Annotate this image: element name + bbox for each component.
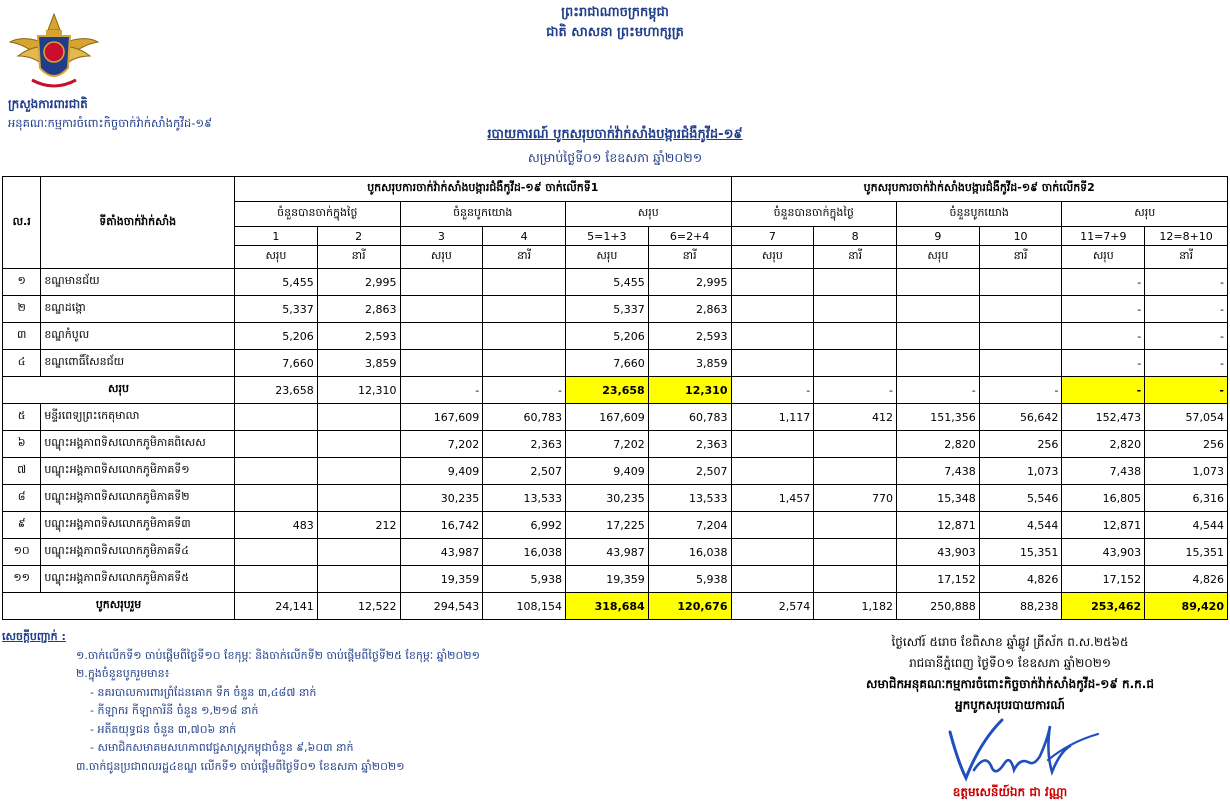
table-cell: 2,507 bbox=[648, 458, 731, 485]
table-cell: 2,593 bbox=[648, 323, 731, 350]
notes-title: សេចក្តីបញ្ជាក់ : bbox=[2, 630, 66, 643]
table-cell: 12,522 bbox=[317, 593, 400, 620]
table-cell bbox=[317, 431, 400, 458]
table-cell bbox=[235, 404, 318, 431]
table-row bbox=[3, 350, 1228, 377]
table-row bbox=[3, 269, 1228, 296]
table-cell bbox=[483, 323, 566, 350]
row-place: បណ្ឌុះអង្គភាពទិសលោកភូមិភាគទី៤ bbox=[41, 539, 235, 566]
table-cell bbox=[814, 350, 897, 377]
dose2-today-header: ចំនួនបានចាក់ក្នុងថ្ងៃ bbox=[731, 202, 896, 227]
table-cell: 5,337 bbox=[235, 296, 318, 323]
row-number: ៦ bbox=[3, 431, 41, 458]
table-cell bbox=[731, 566, 814, 593]
table-cell: 152,473 bbox=[1062, 404, 1145, 431]
table-cell: 770 bbox=[814, 485, 897, 512]
table-cell bbox=[235, 458, 318, 485]
col-number-label: 10 bbox=[979, 227, 1062, 246]
table-cell: 12,310 bbox=[648, 377, 731, 404]
table-cell bbox=[235, 431, 318, 458]
table-cell: 30,235 bbox=[400, 485, 483, 512]
col-unit-label: នារី bbox=[483, 246, 566, 269]
table-cell bbox=[317, 404, 400, 431]
table-cell: 2,995 bbox=[317, 269, 400, 296]
signature-block bbox=[800, 632, 1220, 716]
table-cell: - bbox=[1145, 323, 1228, 350]
note-item: ៣.ចាក់ជូនប្រជាពលរដ្ឋ៤ខណ្ឌ លើកទី១ ចាប់ផ្តើមពីថ្ងៃទី០១ ខែឧសភា ឆ្នាំ២០២១ bbox=[76, 759, 405, 773]
table-cell: 294,543 bbox=[400, 593, 483, 620]
grand-total-label: បូកសរុបរួម bbox=[3, 593, 235, 620]
table-cell bbox=[731, 431, 814, 458]
table-cell bbox=[731, 323, 814, 350]
table-cell: 256 bbox=[979, 431, 1062, 458]
row-number: ៤ bbox=[3, 350, 41, 377]
notes-section bbox=[2, 628, 562, 776]
row-number: ១១ bbox=[3, 566, 41, 593]
col-unit-label: នារី bbox=[979, 246, 1062, 269]
table-cell: 17,152 bbox=[896, 566, 979, 593]
table-cell: 12,310 bbox=[317, 377, 400, 404]
table-cell bbox=[317, 566, 400, 593]
table-cell: - bbox=[979, 377, 1062, 404]
table-cell: 2,574 bbox=[731, 593, 814, 620]
col-number-label: 4 bbox=[483, 227, 566, 246]
col-unit-label: សរុប bbox=[1062, 246, 1145, 269]
col-unit-label: សរុប bbox=[235, 246, 318, 269]
table-cell: 15,348 bbox=[896, 485, 979, 512]
table-cell bbox=[979, 323, 1062, 350]
note-item: ១.ចាក់លើកទី១ ចាប់ផ្តើមពីថ្ងៃទី១០ ខែកុម្ភៈ និងចាក់លើកទី២ ចាប់ផ្តើមពីថ្ងៃទី២៥ ខែកុម្ភៈ ឆ្នាំ២០២១ bbox=[76, 648, 480, 662]
table-cell bbox=[896, 350, 979, 377]
col-no-header: ល.រ bbox=[3, 177, 41, 269]
col-unit-label: សរុប bbox=[400, 246, 483, 269]
table-row bbox=[3, 458, 1228, 485]
table-cell bbox=[400, 323, 483, 350]
table-cell: 108,154 bbox=[483, 593, 566, 620]
table-cell: 5,938 bbox=[648, 566, 731, 593]
table-cell: - bbox=[1062, 377, 1145, 404]
table-cell: 19,359 bbox=[565, 566, 648, 593]
col-unit-label: នារី bbox=[1145, 246, 1228, 269]
col-number-label: 3 bbox=[400, 227, 483, 246]
table-cell: 2,593 bbox=[317, 323, 400, 350]
col-number-label: 6=2+4 bbox=[648, 227, 731, 246]
table-cell: 9,409 bbox=[565, 458, 648, 485]
dose1-prev-header: ចំនួនបូកយោង bbox=[400, 202, 565, 227]
dose2-header: បូកសរុបការចាក់វ៉ាក់សាំងបង្ការជំងឺកូវីដ-១៩ ចាក់លើកទី2 bbox=[731, 177, 1228, 202]
note-item: - អតីតយុទ្ធជន ចំនួន ៣,៧០៦ នាក់ bbox=[90, 722, 237, 736]
table-cell: 17,152 bbox=[1062, 566, 1145, 593]
lunar-date: ថ្ងៃសៅរ៍ ៥រោច ខែពិសាខ ឆ្នាំឆ្លូវ ត្រីស័ក ព.ស.២៥៦៥ bbox=[891, 635, 1129, 649]
kingdom-heading: ព្រះរាជាណាចក្រកម្ពុជា bbox=[561, 5, 669, 20]
table-cell bbox=[731, 350, 814, 377]
col-number-label: 1 bbox=[235, 227, 318, 246]
table-cell bbox=[483, 269, 566, 296]
dose2-prev-header: ចំនួនបូកយោង bbox=[896, 202, 1061, 227]
table-cell bbox=[235, 566, 318, 593]
place-date: រាជធានីភ្នំពេញ ថ្ងៃទី០១ ខែឧសភា ឆ្នាំ២០២១ bbox=[909, 656, 1111, 670]
subtotal-label: សរុប bbox=[3, 377, 235, 404]
col-unit-label: នារី bbox=[648, 246, 731, 269]
table-cell: 5,206 bbox=[565, 323, 648, 350]
table-cell: 17,225 bbox=[565, 512, 648, 539]
table-cell: 5,337 bbox=[565, 296, 648, 323]
table-cell bbox=[814, 431, 897, 458]
table-cell bbox=[896, 323, 979, 350]
table-cell: - bbox=[483, 377, 566, 404]
table-cell bbox=[235, 485, 318, 512]
table-cell: 60,783 bbox=[648, 404, 731, 431]
ministry-name: ក្រសួងការពារជាតិ bbox=[8, 97, 88, 111]
dose1-today-header: ចំនួនបានចាក់ក្នុងថ្ងៃ bbox=[235, 202, 400, 227]
table-cell bbox=[979, 350, 1062, 377]
table-cell bbox=[979, 296, 1062, 323]
table-cell bbox=[814, 539, 897, 566]
table-cell: 7,204 bbox=[648, 512, 731, 539]
grand-total-row bbox=[3, 593, 1228, 620]
col-number-label: 12=8+10 bbox=[1145, 227, 1228, 246]
table-cell: 2,820 bbox=[896, 431, 979, 458]
table-cell: 412 bbox=[814, 404, 897, 431]
table-cell bbox=[731, 539, 814, 566]
table-cell: 120,676 bbox=[648, 593, 731, 620]
table-row bbox=[3, 431, 1228, 458]
row-place: ខណ្ឌកំបូល bbox=[41, 323, 235, 350]
table-cell bbox=[731, 296, 814, 323]
col-number-label: 8 bbox=[814, 227, 897, 246]
col-number-label: 11=7+9 bbox=[1062, 227, 1145, 246]
table-cell: 212 bbox=[317, 512, 400, 539]
dose2-total-header: សរុប bbox=[1062, 202, 1228, 227]
table-cell: 7,660 bbox=[565, 350, 648, 377]
table-cell: 16,742 bbox=[400, 512, 483, 539]
table-cell: 2,363 bbox=[648, 431, 731, 458]
row-place: បណ្ឌុះអង្គភាពទិសលោកភូមិភាគទី៥ bbox=[41, 566, 235, 593]
col-unit-label: នារី bbox=[814, 246, 897, 269]
table-cell: 2,863 bbox=[317, 296, 400, 323]
table-cell: - bbox=[400, 377, 483, 404]
table-cell: - bbox=[1145, 269, 1228, 296]
signer-name: ឧត្តមសេនីយ៍ឯក ជា វណ្ណា bbox=[952, 785, 1068, 799]
table-row bbox=[3, 323, 1228, 350]
table-cell: 13,533 bbox=[483, 485, 566, 512]
table-cell bbox=[814, 269, 897, 296]
row-number: ១ bbox=[3, 269, 41, 296]
table-cell: - bbox=[896, 377, 979, 404]
row-place: ខណ្ឌពោធិ៍សែនជ័យ bbox=[41, 350, 235, 377]
table-cell: 15,351 bbox=[979, 539, 1062, 566]
table-cell: 4,826 bbox=[979, 566, 1062, 593]
row-place: បណ្ឌុះអង្គភាពទិសលោកភូមិភាគទី១ bbox=[41, 458, 235, 485]
note-item: ២.ក្នុងចំនួនបូករួមមាន៖ bbox=[76, 667, 170, 680]
row-number: ២ bbox=[3, 296, 41, 323]
col-number-label: 2 bbox=[317, 227, 400, 246]
table-cell: 23,658 bbox=[235, 377, 318, 404]
table-cell: 253,462 bbox=[1062, 593, 1145, 620]
table-cell: 5,546 bbox=[979, 485, 1062, 512]
table-cell bbox=[731, 458, 814, 485]
row-number: ៩ bbox=[3, 512, 41, 539]
table-cell bbox=[814, 512, 897, 539]
national-motto: ជាតិ សាសនា ព្រះមហាក្សត្រ bbox=[546, 25, 684, 40]
table-cell: 60,783 bbox=[483, 404, 566, 431]
table-cell bbox=[896, 269, 979, 296]
table-row bbox=[3, 539, 1228, 566]
table-cell: 2,507 bbox=[483, 458, 566, 485]
table-cell: - bbox=[1062, 350, 1145, 377]
table-cell: 16,038 bbox=[483, 539, 566, 566]
table-cell: 16,805 bbox=[1062, 485, 1145, 512]
table-cell bbox=[731, 512, 814, 539]
table-cell: 151,356 bbox=[896, 404, 979, 431]
table-row bbox=[3, 296, 1228, 323]
table-row bbox=[3, 404, 1228, 431]
table-cell: 12,871 bbox=[896, 512, 979, 539]
row-number: ៥ bbox=[3, 404, 41, 431]
table-cell bbox=[814, 323, 897, 350]
table-cell: 43,987 bbox=[400, 539, 483, 566]
col-unit-label: សរុប bbox=[565, 246, 648, 269]
table-cell: 5,938 bbox=[483, 566, 566, 593]
table-cell: 1,073 bbox=[979, 458, 1062, 485]
table-cell: 2,363 bbox=[483, 431, 566, 458]
subtotal-row bbox=[3, 377, 1228, 404]
report-title: របាយការណ៍ បូកសរុបចាក់វ៉ាក់សាំងបង្ការជំងឺកូវីដ-១៩ bbox=[487, 127, 743, 142]
table-cell: 1,117 bbox=[731, 404, 814, 431]
note-item: - នគរបាលការពារព្រំដែនគោក ទឹក ចំនួន ៣,៤៨៧ នាក់ bbox=[90, 685, 317, 699]
col-place-header: ទីតាំងចាក់វ៉ាក់សាំង bbox=[41, 177, 235, 269]
table-cell: - bbox=[1062, 269, 1145, 296]
table-cell: 483 bbox=[235, 512, 318, 539]
table-cell bbox=[979, 269, 1062, 296]
table-cell bbox=[317, 458, 400, 485]
table-cell: 3,859 bbox=[648, 350, 731, 377]
table-cell: 318,684 bbox=[565, 593, 648, 620]
table-cell: 6,992 bbox=[483, 512, 566, 539]
table-cell: 167,609 bbox=[565, 404, 648, 431]
table-cell: - bbox=[1145, 350, 1228, 377]
table-cell bbox=[317, 485, 400, 512]
signer-position: សមាជិកអនុគណៈកម្មការចំពោះកិច្ចចាក់វ៉ាក់សាំងកូវីដ-១៩ ក.ក.ជ bbox=[866, 677, 1154, 691]
table-cell: 7,660 bbox=[235, 350, 318, 377]
table-cell: 43,903 bbox=[896, 539, 979, 566]
table-cell bbox=[483, 350, 566, 377]
table-cell: 43,987 bbox=[565, 539, 648, 566]
table-cell: 250,888 bbox=[896, 593, 979, 620]
table-cell: 1,457 bbox=[731, 485, 814, 512]
table-cell: 5,206 bbox=[235, 323, 318, 350]
table-cell bbox=[731, 269, 814, 296]
table-cell: 5,455 bbox=[565, 269, 648, 296]
vaccination-summary-table bbox=[2, 176, 1228, 620]
note-item: - កីឡាករ កីឡាការិនី ចំនួន ១,២១៨ នាក់ bbox=[90, 704, 259, 717]
table-cell bbox=[317, 539, 400, 566]
table-cell: 15,351 bbox=[1145, 539, 1228, 566]
row-place: ខណ្ឌដង្កោ bbox=[41, 296, 235, 323]
table-cell: 19,359 bbox=[400, 566, 483, 593]
handwritten-signature bbox=[930, 712, 1100, 790]
table-cell bbox=[400, 350, 483, 377]
table-cell: 24,141 bbox=[235, 593, 318, 620]
table-cell: 9,409 bbox=[400, 458, 483, 485]
table-cell: 12,871 bbox=[1062, 512, 1145, 539]
table-cell: - bbox=[1062, 323, 1145, 350]
table-cell: 16,038 bbox=[648, 539, 731, 566]
table-cell: - bbox=[1062, 296, 1145, 323]
table-cell: 5,455 bbox=[235, 269, 318, 296]
table-cell: 2,863 bbox=[648, 296, 731, 323]
row-number: ១០ bbox=[3, 539, 41, 566]
table-row bbox=[3, 566, 1228, 593]
table-cell: - bbox=[731, 377, 814, 404]
table-cell: 2,820 bbox=[1062, 431, 1145, 458]
table-cell: 167,609 bbox=[400, 404, 483, 431]
table-cell bbox=[814, 296, 897, 323]
row-place: បណ្ឌុះអង្គភាពទិសលោកភូមិភាគទី២ bbox=[41, 485, 235, 512]
table-cell bbox=[400, 296, 483, 323]
table-cell: 23,658 bbox=[565, 377, 648, 404]
row-place: ខណ្ឌមានជ័យ bbox=[41, 269, 235, 296]
row-place: មន្ទីរពេទ្យព្រះកេតុមាលា bbox=[41, 404, 235, 431]
table-cell: 1,182 bbox=[814, 593, 897, 620]
row-place: បណ្ឌុះអង្គភាពទិសលោកភូមិភាគពិសេស bbox=[41, 431, 235, 458]
row-place: បណ្ឌុះអង្គភាពទិសលោកភូមិភាគទី៣ bbox=[41, 512, 235, 539]
table-cell bbox=[235, 539, 318, 566]
table-cell: - bbox=[1145, 377, 1228, 404]
table-cell: 3,859 bbox=[317, 350, 400, 377]
col-number-label: 5=1+3 bbox=[565, 227, 648, 246]
table-cell: 6,316 bbox=[1145, 485, 1228, 512]
col-number-label: 7 bbox=[731, 227, 814, 246]
table-cell bbox=[483, 296, 566, 323]
table-row bbox=[3, 512, 1228, 539]
table-cell bbox=[400, 269, 483, 296]
table-cell bbox=[814, 566, 897, 593]
table-row bbox=[3, 485, 1228, 512]
table-cell: 2,995 bbox=[648, 269, 731, 296]
table-cell: 43,903 bbox=[1062, 539, 1145, 566]
table-cell: 7,438 bbox=[896, 458, 979, 485]
row-number: ៣ bbox=[3, 323, 41, 350]
table-cell: - bbox=[1145, 296, 1228, 323]
dose1-total-header: សរុប bbox=[565, 202, 731, 227]
committee-name: អនុគណៈកម្មការចំពោះកិច្ចចាក់វ៉ាក់សាំងកូវីដ-១៩ bbox=[8, 116, 213, 130]
table-cell bbox=[814, 458, 897, 485]
col-unit-label: សរុប bbox=[896, 246, 979, 269]
table-cell: 57,054 bbox=[1145, 404, 1228, 431]
table-cell: 56,642 bbox=[979, 404, 1062, 431]
table-cell: 1,073 bbox=[1145, 458, 1228, 485]
table-cell: 4,544 bbox=[979, 512, 1062, 539]
table-cell: 7,202 bbox=[400, 431, 483, 458]
table-cell: 88,238 bbox=[979, 593, 1062, 620]
table-cell: 4,544 bbox=[1145, 512, 1228, 539]
table-cell: 7,438 bbox=[1062, 458, 1145, 485]
col-number-label: 9 bbox=[896, 227, 979, 246]
report-date: សម្រាប់ថ្ងៃទី០១ ខែឧសភា ឆ្នាំ២០២១ bbox=[527, 150, 703, 165]
table-cell: 30,235 bbox=[565, 485, 648, 512]
row-number: ៧ bbox=[3, 458, 41, 485]
dose1-header: បូកសរុបការចាក់វ៉ាក់សាំងបង្ការជំងឺកូវីដ-១៩ ចាក់លើកទី1 bbox=[235, 177, 731, 202]
table-cell: 13,533 bbox=[648, 485, 731, 512]
table-cell: 89,420 bbox=[1145, 593, 1228, 620]
row-number: ៨ bbox=[3, 485, 41, 512]
table-cell: 256 bbox=[1145, 431, 1228, 458]
col-unit-label: នារី bbox=[317, 246, 400, 269]
note-item: - សមាជិកសមាគមសហភាពវេជ្ជសាស្ត្រកម្ពុជាចំនួន ៩,៦០៣ នាក់ bbox=[90, 741, 354, 754]
col-unit-label: សរុប bbox=[731, 246, 814, 269]
table-cell: - bbox=[814, 377, 897, 404]
signer-role: អ្នកបូកសរុបរបាយការណ៍ bbox=[955, 698, 1065, 712]
table-cell bbox=[896, 296, 979, 323]
table-cell: 7,202 bbox=[565, 431, 648, 458]
table-cell: 4,826 bbox=[1145, 566, 1228, 593]
